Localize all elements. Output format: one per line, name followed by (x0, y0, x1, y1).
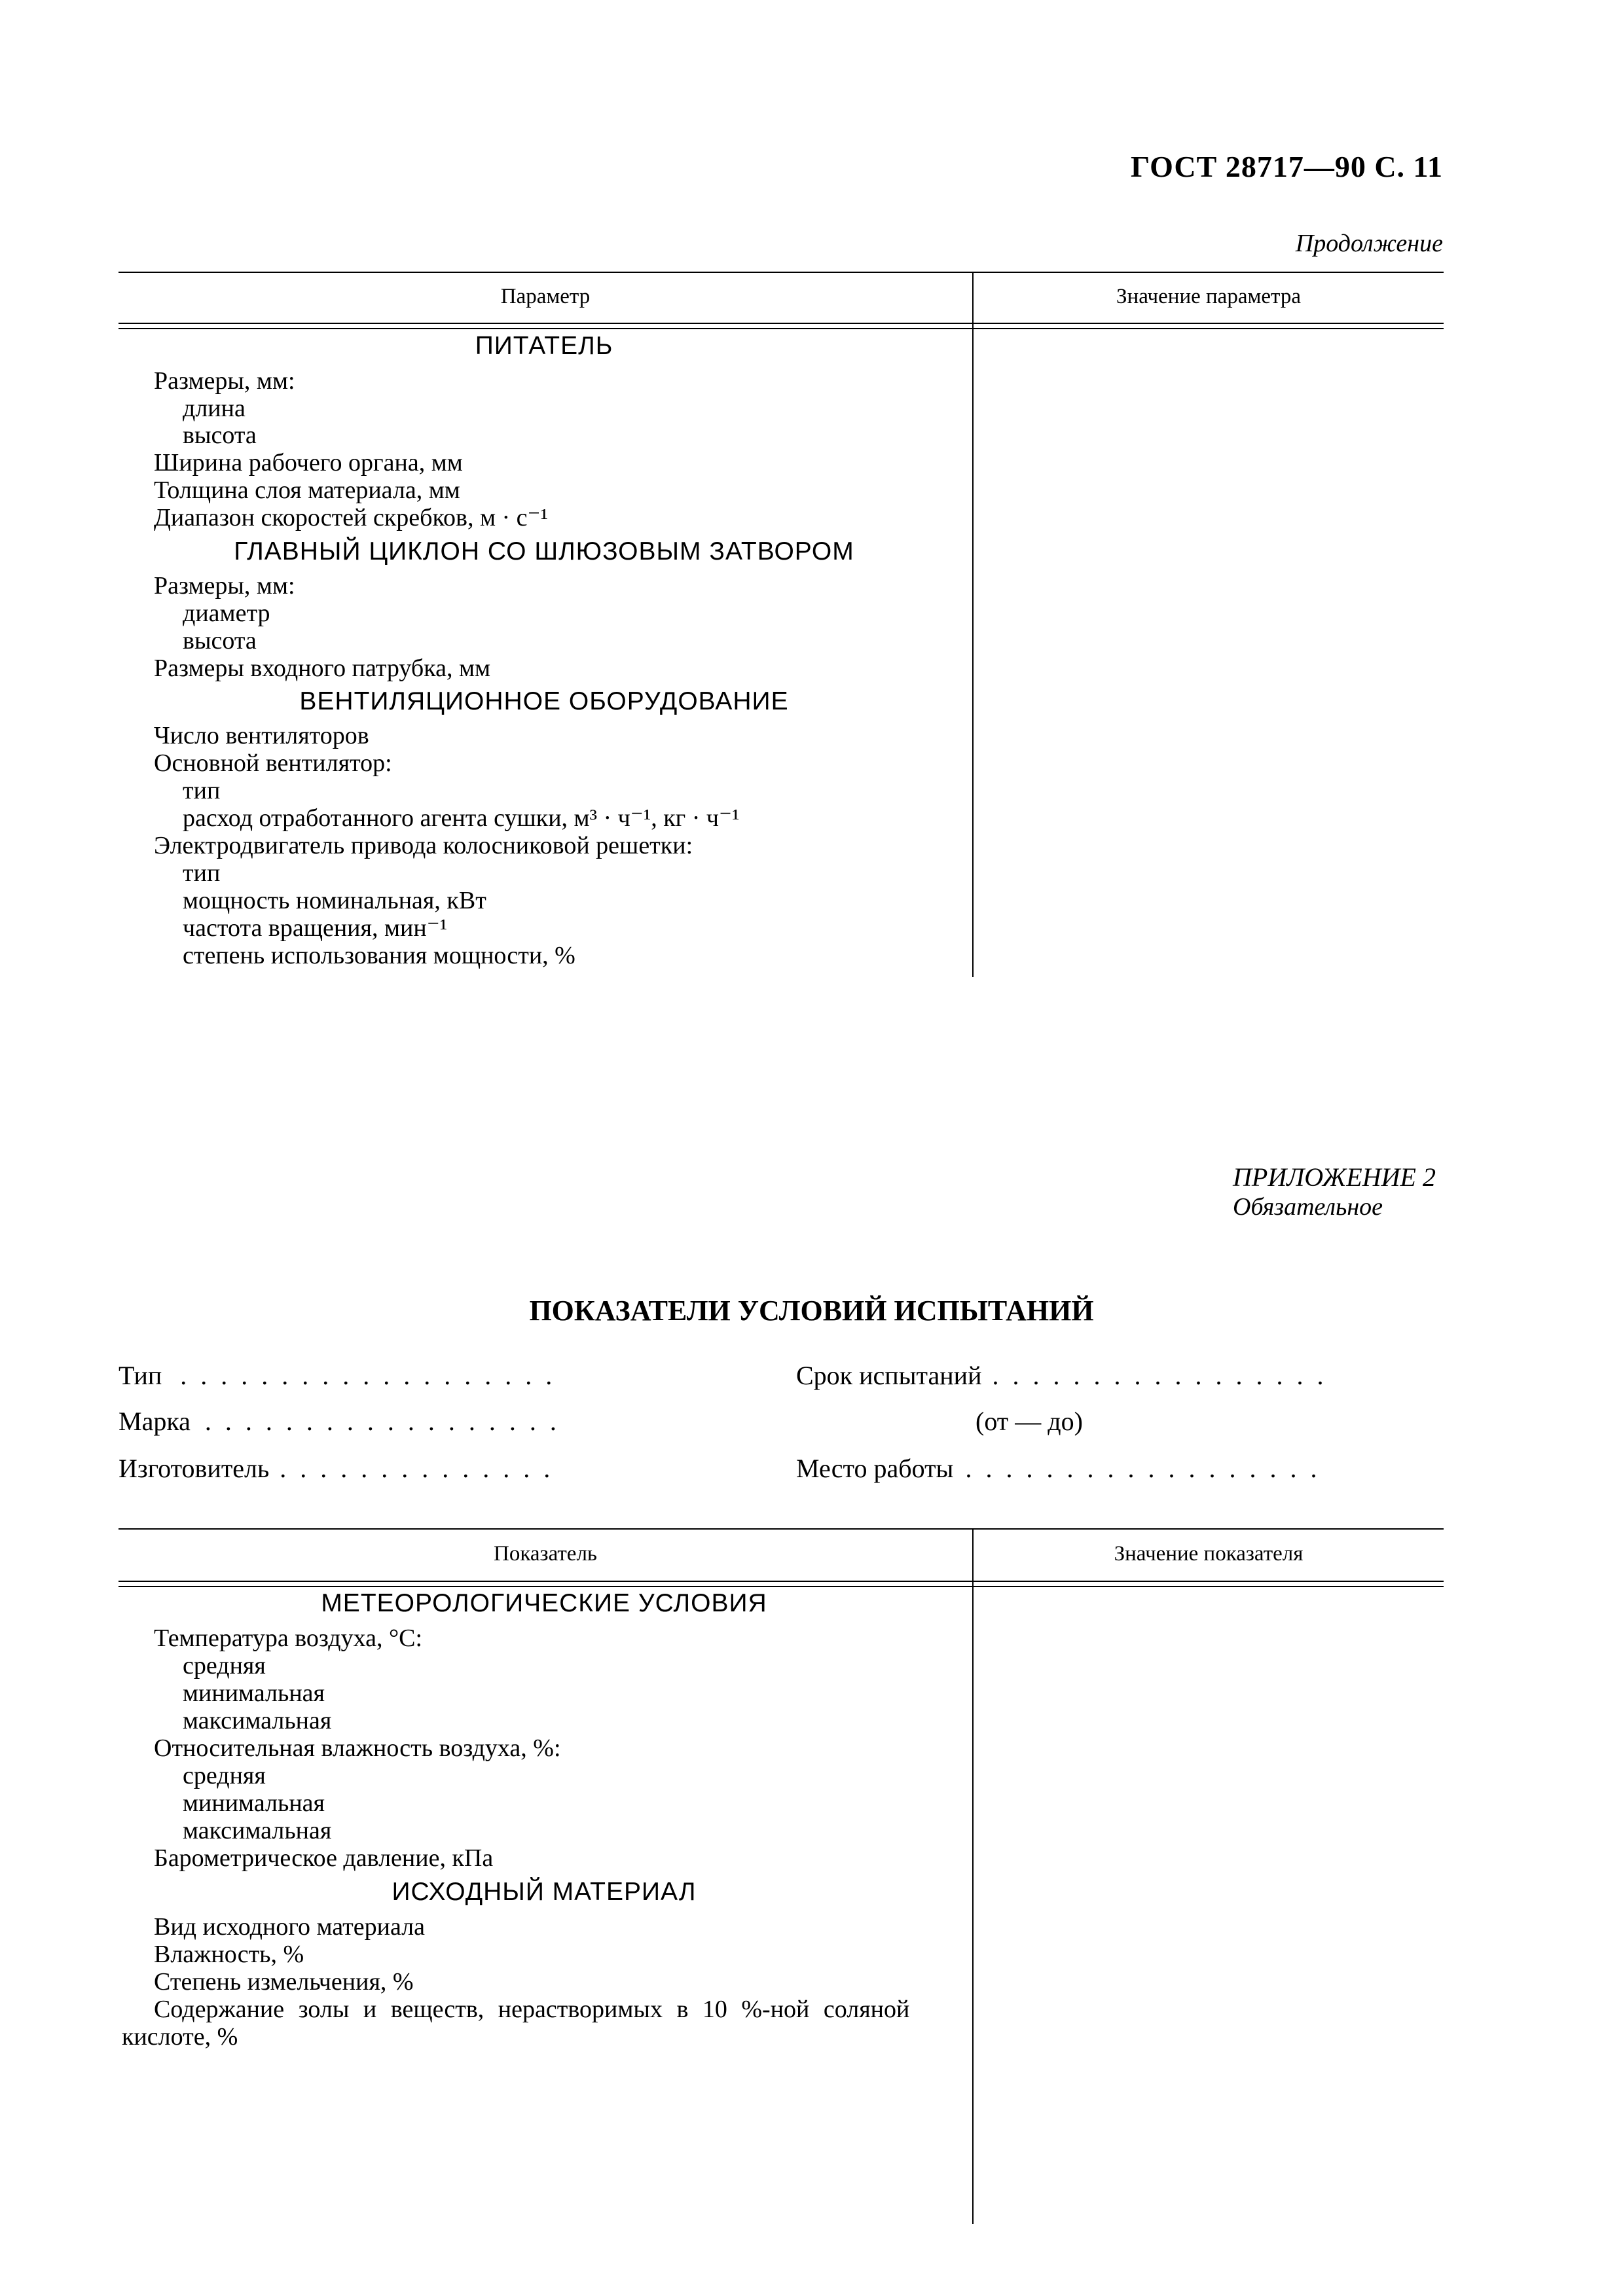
list-item: степень использования мощности, % (183, 942, 575, 969)
brand-label: Марка (119, 1407, 191, 1436)
list-item: длина (183, 395, 246, 422)
list-item: Размеры входного патрубка, мм (154, 655, 491, 682)
list-item: Относительная влажность воздуха, %: (154, 1734, 561, 1762)
place-label: Место работы (796, 1454, 954, 1483)
list-item: расход отработанного агента сушки, м³ · ч⁻¹, кг · ч⁻¹ (183, 804, 740, 832)
list-item: Вид исходного материала (154, 1913, 425, 1941)
list-item: Влажность, % (154, 1941, 304, 1968)
list-item: тип (183, 777, 221, 804)
fill-dots: .................. (965, 1454, 1331, 1483)
list-item: Размеры, мм: (154, 367, 295, 395)
header-rule-2 (119, 328, 1444, 329)
header-rule-1 (119, 323, 1444, 324)
list-item: Электродвигатель привода колосниковой решетки: (154, 832, 693, 859)
continuation-label: Продолжение (1295, 230, 1443, 257)
list-item: Степень измельчения, % (154, 1968, 414, 1996)
indicators-table (119, 1528, 1444, 2235)
list-item: Температура воздуха, °С: (154, 1624, 423, 1652)
section-cyclone: ГЛАВНЫЙ ЦИКЛОН СО ШЛЮЗОВЫМ ЗАТВОРОМ (234, 537, 854, 565)
section-material: ИСХОДНЫЙ МАТЕРИАЛ (392, 1878, 697, 1906)
period-label: Срок испытаний (796, 1361, 982, 1390)
list-item: мощность номинальная, кВт (183, 887, 486, 914)
list-item: Диапазон скоростей скребков, м · с⁻¹ (154, 504, 548, 531)
column-header-value: Значение параметра (1116, 285, 1301, 308)
column-divider (972, 1528, 974, 2224)
fill-dots: .............. (280, 1454, 564, 1483)
appendix-status: Обязательное (1233, 1193, 1383, 1221)
table-top-rule (119, 272, 1444, 273)
list-item: минимальная (183, 1679, 325, 1707)
list-item: диаметр (183, 600, 270, 627)
fill-dots: ................. (992, 1361, 1338, 1390)
brand-field (119, 1406, 570, 1437)
place-field (796, 1453, 1330, 1484)
section-ventilation: ВЕНТИЛЯЦИОННОЕ ОБОРУДОВАНИЕ (299, 687, 789, 715)
column-header-indicator: Показатель (494, 1542, 597, 1566)
period-range: (от — до) (976, 1407, 1083, 1436)
header-rule-2 (119, 1586, 1444, 1587)
list-item: средняя (183, 1762, 266, 1789)
list-item: Число вентиляторов (154, 722, 369, 749)
list-item: максимальная (183, 1707, 332, 1734)
type-label: Тип (119, 1361, 162, 1390)
fill-dots: .................. (204, 1407, 570, 1436)
column-header-indicator-value: Значение показателя (1114, 1542, 1304, 1566)
list-item: Барометрическое давление, кПа (154, 1844, 494, 1872)
maker-label: Изготовитель (119, 1454, 270, 1483)
column-header-parameter: Параметр (500, 285, 591, 308)
list-item: максимальная (183, 1817, 332, 1844)
list-item: Толщина слоя материала, мм (154, 476, 460, 504)
appendix-label: ПРИЛОЖЕНИЕ 2 (1233, 1162, 1436, 1192)
parameters-table (119, 272, 1444, 978)
list-item: тип (183, 859, 221, 887)
column-divider (972, 272, 974, 977)
list-item: Ширина рабочего органа, мм (154, 449, 463, 476)
page-header: ГОСТ 28717—90 С. 11 (1130, 150, 1443, 183)
list-item: Содержание золы и веществ, нерастворимых в 10 %-ной соляной (154, 1996, 910, 2023)
list-item: частота вращения, мин⁻¹ (183, 914, 448, 942)
section-feeder: ПИТАТЕЛЬ (475, 332, 613, 360)
list-item: минимальная (183, 1789, 325, 1817)
section-meteo: МЕТЕОРОЛОГИЧЕСКИЕ УСЛОВИЯ (321, 1589, 767, 1617)
maker-field (119, 1453, 564, 1484)
list-item: средняя (183, 1652, 266, 1679)
list-item: Основной вентилятор: (154, 749, 392, 777)
type-field (119, 1360, 566, 1391)
list-item: Размеры, мм: (154, 572, 295, 600)
fill-dots: ................... (180, 1361, 566, 1390)
page-title: ПОКАЗАТЕЛИ УСЛОВИЙ ИСПЫТАНИЙ (529, 1295, 1094, 1327)
list-item: высота (183, 627, 257, 655)
list-item: высота (183, 422, 257, 449)
list-item: кислоте, % (122, 2023, 238, 2051)
period-field (796, 1360, 1338, 1391)
header-rule-1 (119, 1581, 1444, 1582)
table-top-rule (119, 1528, 1444, 1530)
